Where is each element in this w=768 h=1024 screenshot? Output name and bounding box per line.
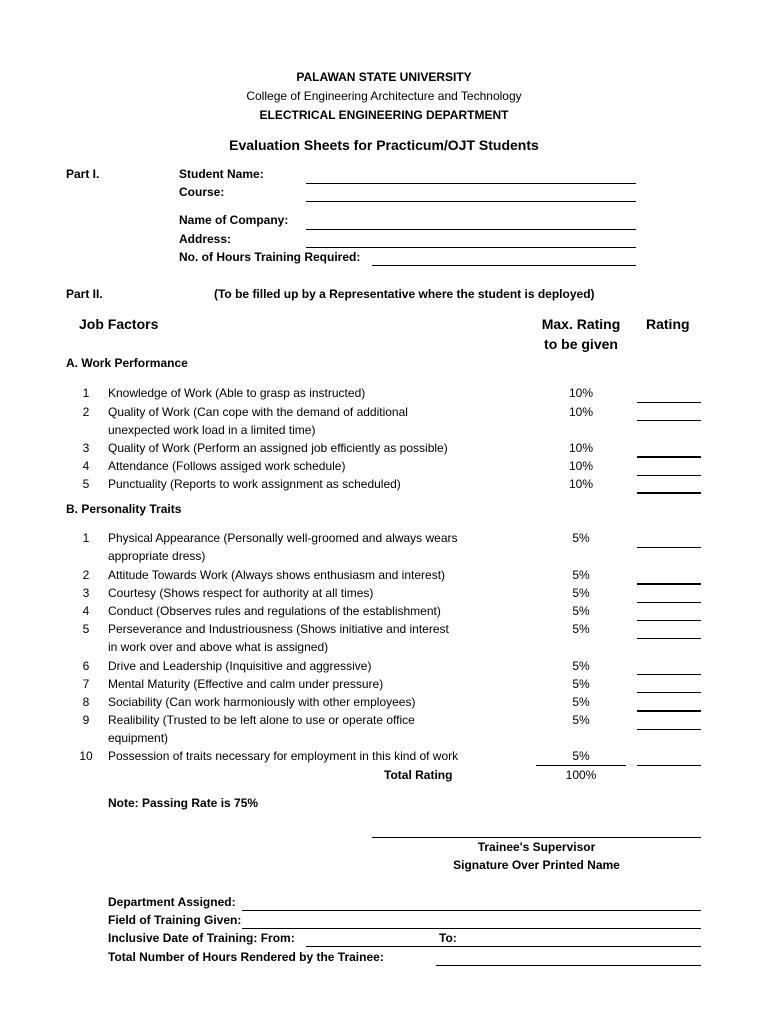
item-number: 2: [82, 405, 90, 419]
criterion-text: Attitude Towards Work (Always shows enthusiasm and interest): [108, 568, 446, 582]
criterion-text: Perseverance and Industriousness (Shows initiative and interest: [108, 622, 449, 636]
address-field[interactable]: [306, 247, 636, 248]
item-number: 10: [79, 749, 93, 763]
rating-input-line[interactable]: [637, 402, 701, 403]
supervisor-signature-line[interactable]: [372, 837, 701, 838]
max-rating-value: 5%: [572, 677, 590, 691]
criterion-text-continued: appropriate dress): [108, 549, 206, 563]
page-title: Evaluation Sheets for Practicum/OJT Students: [229, 137, 539, 153]
course-field[interactable]: [306, 201, 636, 202]
criterion-text: Realibility (Trusted to be left alone to use or operate office: [108, 713, 415, 727]
rating-input-line[interactable]: [637, 692, 701, 693]
criterion-text-continued: in work over and above what is assigned): [108, 640, 329, 654]
signature-caption: Signature Over Printed Name: [453, 858, 620, 872]
criterion-text: Drive and Leadership (Inquisitive and aggressive): [108, 659, 372, 673]
criterion-text: Knowledge of Work (Able to grasp as instructed): [108, 386, 366, 400]
rating-input-line[interactable]: [637, 420, 701, 421]
student-name-field[interactable]: [306, 183, 636, 184]
item-number: 2: [82, 568, 90, 582]
total-hours-label: Total Number of Hours Rendered by the Trainee:: [108, 950, 384, 964]
criterion-text: Quality of Work (Can cope with the demand of additional: [108, 405, 408, 419]
max-rating-value: 5%: [572, 586, 590, 600]
company-name-label: Name of Company:: [179, 213, 289, 227]
rating-input-line[interactable]: [637, 547, 701, 548]
section-b-title: B. Personality Traits: [66, 502, 182, 516]
criterion-text-continued: equipment): [108, 731, 169, 745]
criterion-text: Conduct (Observes rules and regulations of the establishment): [108, 604, 441, 618]
max-rating-value: 10%: [568, 477, 594, 491]
rating-input-line[interactable]: [637, 475, 701, 476]
field-of-training-label: Field of Training Given:: [108, 913, 242, 927]
college-name: College of Engineering Architecture and Technology: [246, 89, 522, 103]
criterion-text-continued: unexpected work load in a limited time): [108, 423, 316, 437]
rating-input-line[interactable]: [637, 765, 701, 766]
university-name: PALAWAN STATE UNIVERSITY: [296, 70, 472, 84]
item-number: 9: [82, 713, 90, 727]
rating-input-line[interactable]: [637, 729, 701, 730]
item-number: 4: [82, 459, 90, 473]
total-separator-line: [536, 765, 626, 766]
item-number: 3: [82, 586, 90, 600]
inclusive-date-field[interactable]: [306, 946, 701, 947]
passing-rate-note: Note: Passing Rate is 75%: [108, 796, 259, 810]
address-label: Address:: [179, 232, 232, 246]
max-rating-value: 5%: [572, 622, 590, 636]
max-rating-heading-line2: to be given: [544, 336, 618, 352]
rating-input-line[interactable]: [637, 456, 701, 458]
department-name: ELECTRICAL ENGINEERING DEPARTMENT: [259, 108, 509, 122]
criterion-text: Attendance (Follows assiged work schedule): [108, 459, 346, 473]
criterion-text: Possession of traits necessary for employment in this kind of work: [108, 749, 459, 763]
criterion-text: Courtesy (Shows respect for authority at all times): [108, 586, 374, 600]
max-rating-value: 5%: [572, 604, 590, 618]
item-number: 1: [82, 531, 90, 545]
max-rating-value: 5%: [572, 568, 590, 582]
criterion-text: Sociability (Can work harmoniously with other employees): [108, 695, 416, 709]
inclusive-date-from-label: Inclusive Date of Training: From:: [108, 931, 295, 945]
item-number: 5: [82, 477, 90, 491]
item-number: 8: [82, 695, 90, 709]
section-a-title: A. Work Performance: [66, 356, 188, 370]
max-rating-value: 5%: [572, 659, 590, 673]
part2-label: Part II.: [66, 287, 103, 301]
item-number: 6: [82, 659, 90, 673]
part2-note: (To be filled up by a Representative where the student is deployed): [214, 287, 595, 301]
item-number: 5: [82, 622, 90, 636]
hours-required-field[interactable]: [372, 265, 636, 266]
rating-input-line[interactable]: [637, 710, 701, 712]
inclusive-date-to-label: To:: [439, 931, 457, 945]
max-rating-value: 10%: [568, 441, 594, 455]
rating-input-line[interactable]: [637, 638, 701, 639]
rating-input-line[interactable]: [637, 674, 701, 675]
rating-input-line[interactable]: [637, 620, 701, 621]
max-rating-value: 5%: [572, 695, 590, 709]
job-factors-heading: Job Factors: [79, 316, 159, 332]
max-rating-value: 10%: [568, 459, 594, 473]
criterion-text: Punctuality (Reports to work assignment as scheduled): [108, 477, 401, 491]
item-number: 4: [82, 604, 90, 618]
criterion-text: Quality of Work (Perform an assigned job efficiently as possible): [108, 441, 448, 455]
company-name-field[interactable]: [306, 229, 636, 230]
hours-required-label: No. of Hours Training Required:: [179, 250, 361, 264]
criterion-text: Mental Maturity (Effective and calm under pressure): [108, 677, 384, 691]
supervisor-role: Trainee's Supervisor: [477, 840, 596, 854]
criterion-text: Physical Appearance (Personally well-groomed and always wears: [108, 531, 458, 545]
total-rating-value: 100%: [565, 768, 597, 782]
course-label: Course:: [179, 185, 225, 199]
max-rating-heading-line1: Max. Rating: [541, 316, 621, 332]
item-number: 7: [82, 677, 90, 691]
item-number: 1: [82, 386, 90, 400]
max-rating-value: 10%: [568, 386, 594, 400]
total-hours-field[interactable]: [436, 965, 701, 966]
part1-label: Part I.: [66, 167, 100, 181]
max-rating-value: 5%: [572, 531, 590, 545]
max-rating-value: 10%: [568, 405, 594, 419]
department-assigned-label: Department Assigned:: [108, 895, 236, 909]
item-number: 3: [82, 441, 90, 455]
max-rating-value: 5%: [572, 713, 590, 727]
max-rating-value: 5%: [572, 749, 590, 763]
rating-input-line[interactable]: [637, 602, 701, 603]
department-assigned-field[interactable]: [242, 910, 701, 911]
student-name-label: Student Name:: [179, 167, 264, 181]
rating-input-line[interactable]: [637, 492, 701, 494]
rating-input-line[interactable]: [637, 583, 701, 585]
field-of-training-field[interactable]: [242, 928, 701, 929]
total-rating-label: Total Rating: [384, 768, 453, 782]
rating-heading: Rating: [646, 316, 690, 332]
